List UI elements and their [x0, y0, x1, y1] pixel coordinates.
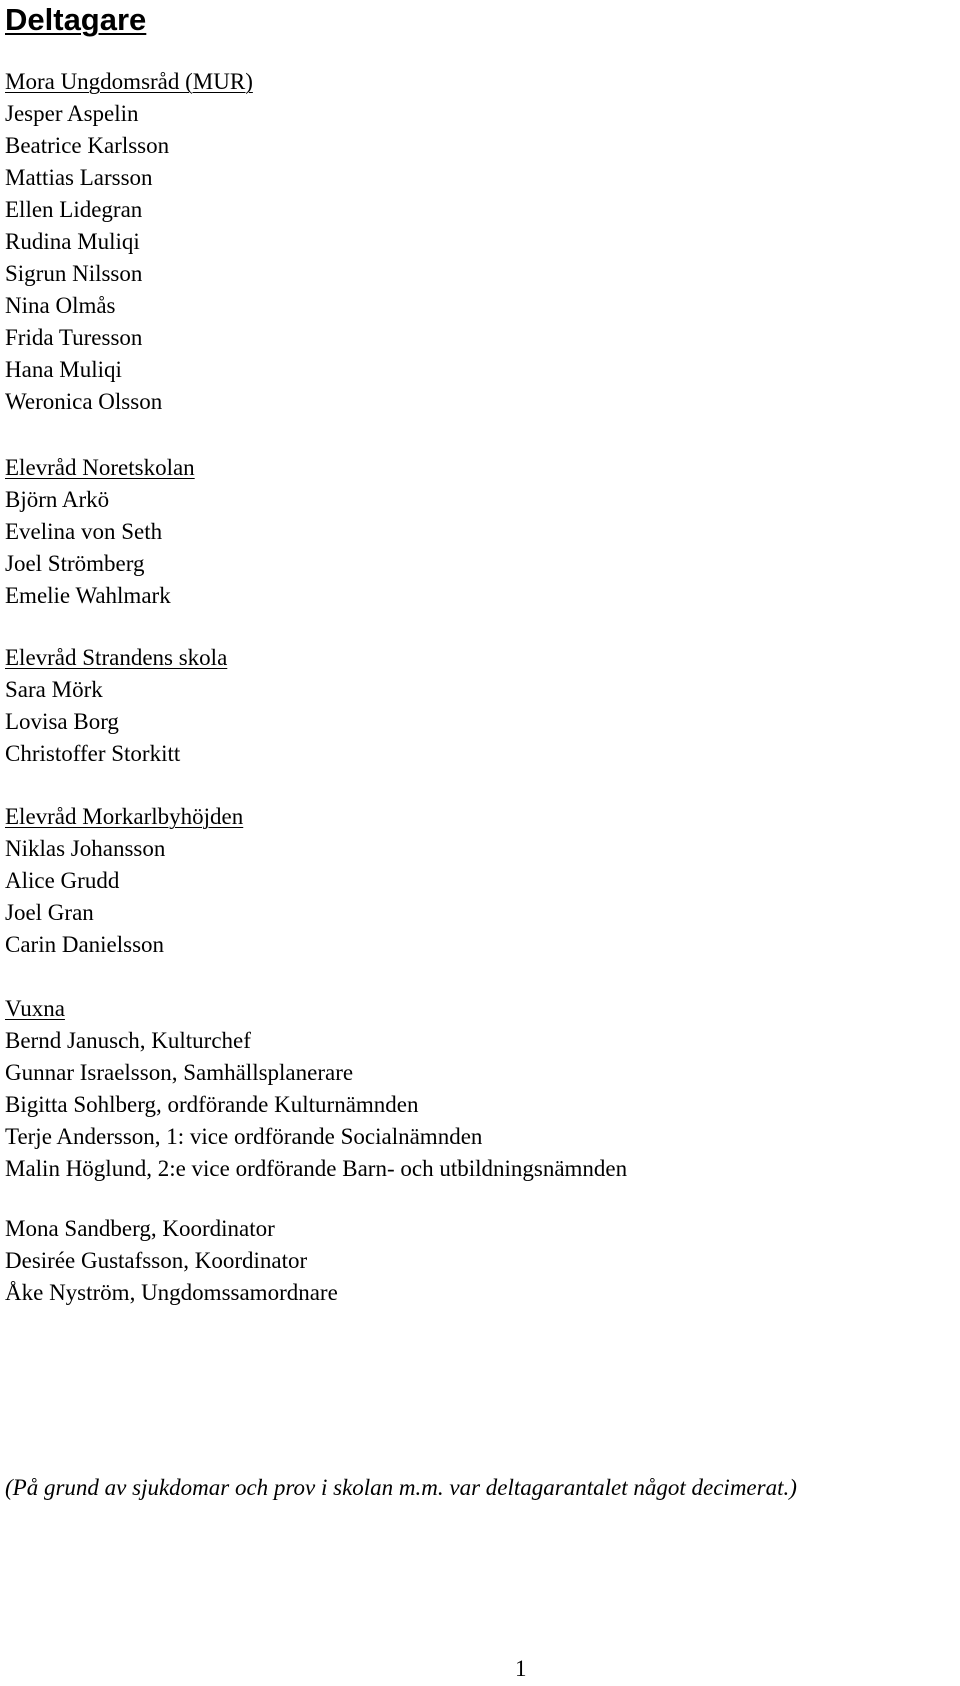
member-name: Christoffer Storkitt	[5, 741, 181, 766]
member-name: Weronica Olsson	[5, 389, 163, 414]
member-name: Lovisa Borg	[5, 709, 119, 734]
group-heading: Elevråd Morkarlbyhöjden	[5, 804, 244, 829]
member-name: Alice Grudd	[5, 868, 120, 893]
member-name: Rudina Muliqi	[5, 229, 140, 254]
member-name: Gunnar Israelsson, Samhällsplanerare	[5, 1060, 354, 1085]
member-name: Terje Andersson, 1: vice ordförande Socialnämnden	[5, 1124, 483, 1149]
member-name: Joel Strömberg	[5, 551, 145, 576]
group-heading: Vuxna	[5, 996, 65, 1021]
page-number: 1	[515, 1656, 527, 1681]
member-name: Desirée Gustafsson, Koordinator	[5, 1248, 308, 1273]
group-elevrad-noretskolan	[5, 452, 195, 612]
group-heading: Mora Ungdomsråd (MUR)	[5, 69, 253, 94]
group-heading: Elevråd Noretskolan	[5, 455, 195, 480]
member-name: Niklas Johansson	[5, 836, 166, 861]
footnote: (På grund av sjukdomar och prov i skolan m.m. var deltagarantalet något decimerat.)	[5, 1475, 797, 1500]
group-elevrad-morkarlbyhojden	[5, 801, 243, 961]
member-name: Joel Gran	[5, 900, 94, 925]
member-name: Hana Muliqi	[5, 357, 122, 382]
member-name: Evelina von Seth	[5, 519, 163, 544]
member-name: Björn Arkö	[5, 487, 110, 512]
member-name: Mattias Larsson	[5, 165, 153, 190]
member-name: Ellen Lidegran	[5, 197, 143, 222]
group-mora-ungdomsrad	[5, 66, 253, 418]
member-name: Jesper Aspelin	[5, 101, 139, 126]
group-coordinators	[5, 1213, 338, 1309]
page-title: Deltagare	[5, 2, 147, 37]
member-name: Carin Danielsson	[5, 932, 165, 957]
group-vuxna	[5, 993, 627, 1185]
member-name: Frida Turesson	[5, 325, 143, 350]
member-name: Mona Sandberg, Koordinator	[5, 1216, 275, 1241]
member-name: Nina Olmås	[5, 293, 116, 318]
member-name: Åke Nyström, Ungdomssamordnare	[5, 1280, 338, 1305]
member-name: Emelie Wahlmark	[5, 583, 171, 608]
group-heading: Elevråd Strandens skola	[5, 645, 228, 670]
member-name: Sigrun Nilsson	[5, 261, 143, 286]
member-name: Bernd Janusch, Kulturchef	[5, 1028, 251, 1053]
member-name: Bigitta Sohlberg, ordförande Kulturnämnden	[5, 1092, 419, 1117]
member-name: Malin Höglund, 2:e vice ordförande Barn- och utbildningsnämnden	[5, 1156, 628, 1181]
member-name: Beatrice Karlsson	[5, 133, 170, 158]
member-name: Sara Mörk	[5, 677, 103, 702]
group-elevrad-strandens-skola	[5, 642, 227, 770]
